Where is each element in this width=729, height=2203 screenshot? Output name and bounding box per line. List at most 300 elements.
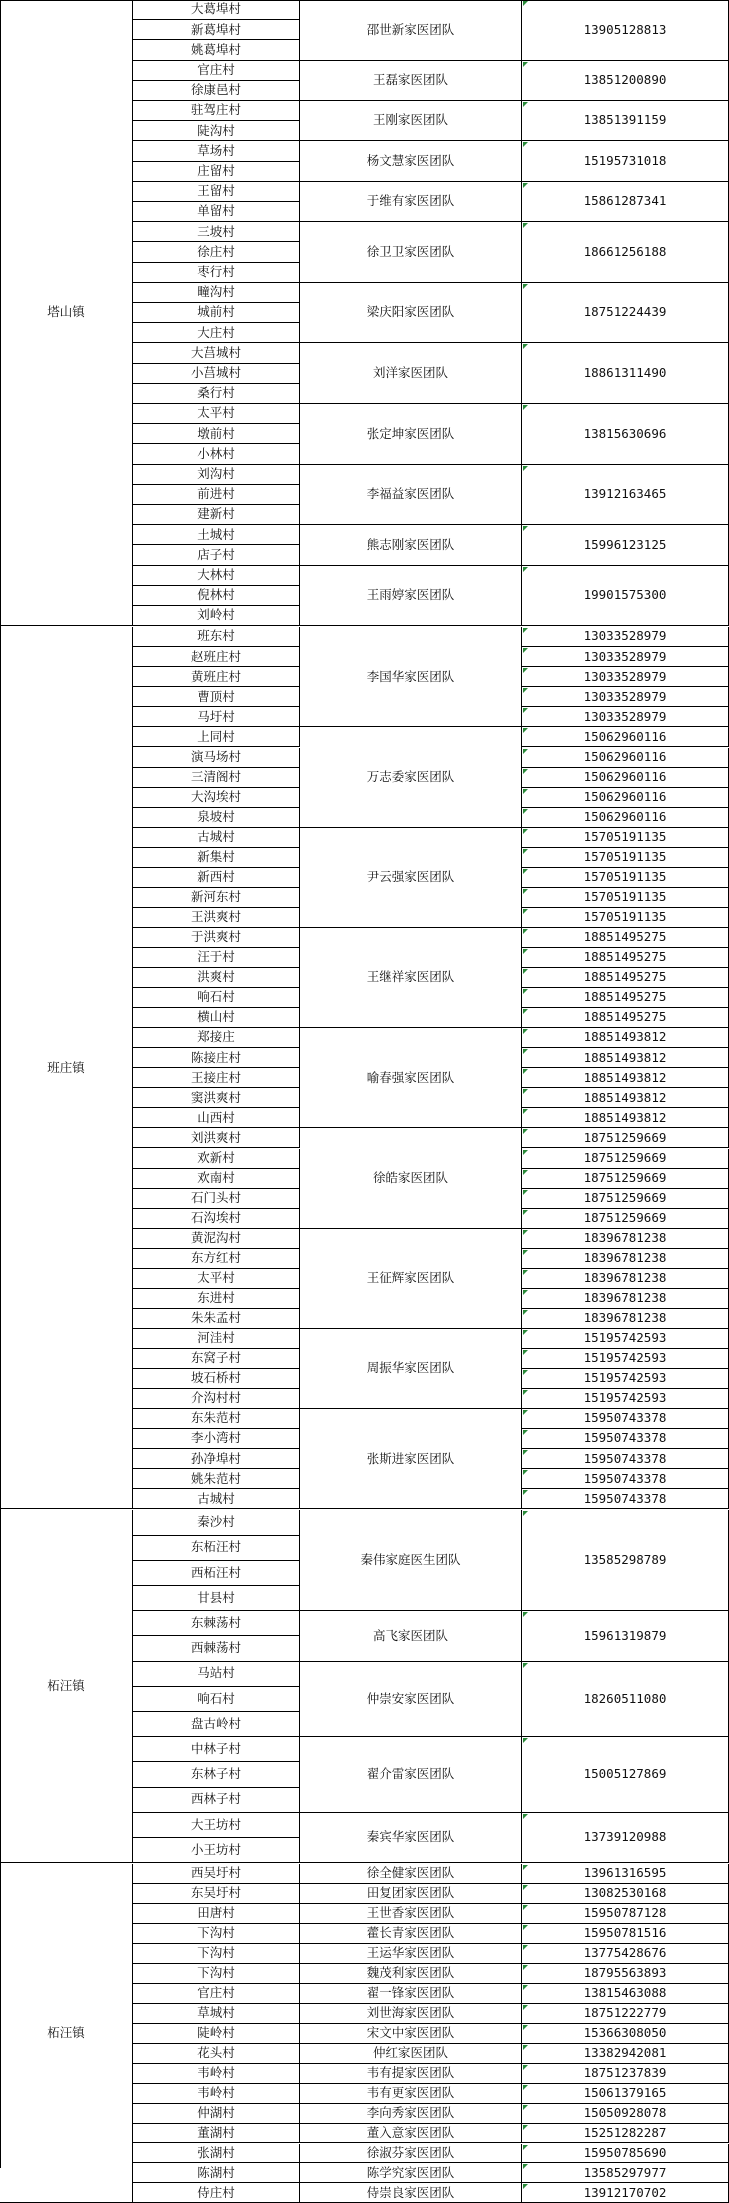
cell-note-marker	[523, 2145, 528, 2150]
phone-cell: 15705191135	[522, 908, 729, 928]
cell-note-marker	[523, 708, 528, 713]
village-cell: 新葛埠村	[133, 20, 300, 40]
town-cell: 班庄镇	[0, 627, 133, 1509]
cell-note-marker	[523, 1029, 528, 1034]
village-cell: 西林子村	[133, 1788, 300, 1813]
team-cell: 徐卫卫家医团队	[300, 222, 522, 283]
cell-note-marker	[523, 1738, 528, 1743]
cell-note-marker	[523, 1150, 528, 1155]
village-cell: 东棘荡村	[133, 1611, 300, 1636]
cell-note-marker	[523, 1069, 528, 1074]
phone-cell: 13033528979	[522, 707, 729, 727]
team-cell: 万志委家医团队	[300, 727, 522, 827]
team-cell: 王征辉家医团队	[300, 1229, 522, 1329]
cell-note-marker	[523, 1965, 528, 1970]
phone-cell: 15062960116	[522, 808, 729, 828]
cell-note-marker	[523, 1885, 528, 1890]
phone-cell: 18861311490	[522, 343, 729, 404]
village-cell: 三清阁村	[133, 768, 300, 788]
village-cell: 枣行村	[133, 263, 300, 283]
phone-cell: 18396781238	[522, 1309, 729, 1329]
village-cell: 姚葛埠村	[133, 40, 300, 60]
phone-cell: 18851493812	[522, 1108, 729, 1128]
cell-note-marker	[523, 405, 528, 410]
phone-cell: 18751259669	[522, 1189, 729, 1209]
cell-note-marker	[523, 2184, 528, 2189]
phone-cell: 18661256188	[522, 222, 729, 283]
village-cell: 横山村	[133, 1008, 300, 1028]
cell-note-marker	[523, 769, 528, 774]
village-cell: 三坡村	[133, 222, 300, 242]
village-cell: 前进村	[133, 485, 300, 505]
phone-cell: 13033528979	[522, 687, 729, 707]
phone-cell: 15705191135	[522, 868, 729, 888]
phone-cell: 13815630696	[522, 404, 729, 465]
village-cell: 石沟埃村	[133, 1209, 300, 1229]
village-cell: 河洼村	[133, 1329, 300, 1349]
team-cell: 田复团家医团队	[300, 1884, 522, 1904]
phone-cell: 18751259669	[522, 1128, 729, 1148]
team-cell: 仲崇安家医团队	[300, 1662, 522, 1738]
team-cell: 徐皓家医团队	[300, 1128, 522, 1228]
village-cell: 桑行村	[133, 384, 300, 404]
phone-cell: 19901575300	[522, 566, 729, 627]
cell-note-marker	[523, 728, 528, 733]
village-cell: 东朱范村	[133, 1409, 300, 1429]
team-cell: 王雨婷家医团队	[300, 566, 522, 627]
phone-cell: 18851493812	[522, 1068, 729, 1088]
cell-note-marker	[523, 1663, 528, 1668]
village-cell: 韦岭村	[133, 2064, 300, 2084]
village-cell: 东吴圩村	[133, 1884, 300, 1904]
cell-note-marker	[523, 789, 528, 794]
village-cell: 朱朱孟村	[133, 1309, 300, 1329]
team-cell: 秦伟家庭医生团队	[300, 1510, 522, 1611]
village-cell: 新河东村	[133, 888, 300, 908]
phone-cell: 13912170702	[522, 2183, 729, 2203]
village-cell: 大王坊村	[133, 1813, 300, 1838]
village-cell: 古城村	[133, 828, 300, 848]
cell-note-marker	[523, 223, 528, 228]
village-cell: 山西村	[133, 1108, 300, 1128]
village-cell: 城前村	[133, 303, 300, 323]
cell-note-marker	[523, 1290, 528, 1295]
village-cell: 西柘汪村	[133, 1561, 300, 1586]
phone-cell: 18851495275	[522, 988, 729, 1008]
village-cell: 刘岭村	[133, 606, 300, 626]
phone-cell: 13815463088	[522, 1984, 729, 2004]
village-cell: 大莒城村	[133, 343, 300, 363]
village-cell: 上同村	[133, 727, 300, 747]
cell-note-marker	[523, 2065, 528, 2070]
cell-note-marker	[523, 909, 528, 914]
phone-cell: 15996123125	[522, 525, 729, 565]
team-cell: 王磊家医团队	[300, 61, 522, 101]
cell-note-marker	[523, 344, 528, 349]
village-cell: 欢新村	[133, 1149, 300, 1169]
team-cell: 徐淑芬家医团队	[300, 2144, 522, 2164]
team-cell: 翟介雷家医团队	[300, 1737, 522, 1813]
village-cell: 下沟村	[133, 1924, 300, 1944]
village-cell: 曹顶村	[133, 687, 300, 707]
village-cell: 响石村	[133, 988, 300, 1008]
village-cell: 盘古岭村	[133, 1712, 300, 1737]
phone-cell: 13033528979	[522, 647, 729, 667]
cell-note-marker	[523, 1210, 528, 1215]
village-cell: 窦洪爽村	[133, 1088, 300, 1108]
cell-note-marker	[523, 2025, 528, 2030]
village-cell: 疃沟村	[133, 283, 300, 303]
team-cell: 杨文慧家医团队	[300, 141, 522, 181]
village-cell: 王留村	[133, 182, 300, 202]
village-cell: 东进村	[133, 1289, 300, 1309]
village-cell: 汪于村	[133, 948, 300, 968]
phone-cell: 18851493812	[522, 1088, 729, 1108]
cell-note-marker	[523, 2105, 528, 2110]
team-cell: 王世香家医团队	[300, 1904, 522, 1924]
village-cell: 官庄村	[133, 61, 300, 81]
cell-note-marker	[523, 284, 528, 289]
village-cell: 徐康邑村	[133, 81, 300, 101]
village-cell: 田唐村	[133, 1904, 300, 1924]
phone-cell: 13739120988	[522, 1813, 729, 1863]
cell-note-marker	[523, 989, 528, 994]
cell-note-marker	[523, 869, 528, 874]
cell-note-marker	[523, 648, 528, 653]
cell-note-marker	[523, 1129, 528, 1134]
phone-cell: 15195742593	[522, 1389, 729, 1409]
team-cell: 于维有家医团队	[300, 182, 522, 222]
team-cell: 李福益家医团队	[300, 465, 522, 526]
village-cell: 中林子村	[133, 1737, 300, 1762]
cell-note-marker	[523, 142, 528, 147]
phone-cell: 13382942081	[522, 2044, 729, 2064]
village-cell: 陡沟村	[133, 121, 300, 141]
team-cell: 熊志刚家医团队	[300, 525, 522, 565]
cell-note-marker	[523, 688, 528, 693]
phone-cell: 13905128813	[522, 0, 729, 61]
team-cell: 李向秀家医团队	[300, 2104, 522, 2124]
team-cell: 王刚家医团队	[300, 101, 522, 141]
village-cell: 大沟埃村	[133, 788, 300, 808]
phone-cell: 15195742593	[522, 1329, 729, 1349]
village-cell: 太平村	[133, 1269, 300, 1289]
village-cell: 小王坊村	[133, 1838, 300, 1863]
village-cell: 马站村	[133, 1662, 300, 1687]
cell-note-marker	[523, 466, 528, 471]
village-cell: 小莒城村	[133, 364, 300, 384]
village-cell: 韦岭村	[133, 2084, 300, 2104]
village-cell: 于洪爽村	[133, 928, 300, 948]
cell-note-marker	[523, 1, 528, 6]
cell-note-marker	[523, 2005, 528, 2010]
phone-cell: 15705191135	[522, 848, 729, 868]
phone-cell: 18396781238	[522, 1269, 729, 1289]
village-cell: 欢南村	[133, 1169, 300, 1189]
village-cell: 草场村	[133, 141, 300, 161]
village-cell: 花头村	[133, 2044, 300, 2064]
team-cell: 陈学究家医团队	[300, 2163, 522, 2183]
village-cell: 墩前村	[133, 424, 300, 444]
team-cell: 李国华家医团队	[300, 627, 522, 727]
team-cell: 韦有提家医团队	[300, 2064, 522, 2084]
phone-cell: 18851495275	[522, 968, 729, 988]
team-cell: 王运华家医团队	[300, 1944, 522, 1964]
cell-note-marker	[523, 102, 528, 107]
phone-cell: 18751259669	[522, 1169, 729, 1189]
phone-cell: 15050928078	[522, 2104, 729, 2124]
village-cell: 徐庄村	[133, 242, 300, 262]
phone-cell: 13851391159	[522, 101, 729, 141]
village-cell: 李小湾村	[133, 1429, 300, 1449]
town-cell: 塔山镇	[0, 0, 133, 626]
cell-note-marker	[523, 1470, 528, 1475]
team-cell: 仲红家医团队	[300, 2044, 522, 2064]
team-cell: 宋文中家医团队	[300, 2024, 522, 2044]
cell-note-marker	[523, 1612, 528, 1617]
phone-cell: 13033528979	[522, 627, 729, 647]
team-cell: 藿长青家医团队	[300, 1924, 522, 1944]
village-cell: 小林村	[133, 444, 300, 464]
cell-note-marker	[523, 2164, 528, 2169]
team-cell: 张定坤家医团队	[300, 404, 522, 465]
cell-note-marker	[523, 1049, 528, 1054]
cell-note-marker	[523, 889, 528, 894]
cell-note-marker	[523, 1270, 528, 1275]
cell-note-marker	[523, 749, 528, 754]
phone-cell: 18851495275	[522, 948, 729, 968]
team-cell: 邵世新家医团队	[300, 0, 522, 61]
phone-cell: 18396781238	[522, 1289, 729, 1309]
phone-cell: 13775428676	[522, 1944, 729, 1964]
village-cell: 大庄村	[133, 323, 300, 343]
village-cell: 侍庄村	[133, 2183, 300, 2203]
cell-note-marker	[523, 567, 528, 572]
village-cell: 太平村	[133, 404, 300, 424]
phone-cell: 18260511080	[522, 1662, 729, 1738]
cell-note-marker	[523, 628, 528, 633]
village-cell: 石门头村	[133, 1189, 300, 1209]
team-cell: 徐全健家医团队	[300, 1864, 522, 1884]
cell-note-marker	[523, 1230, 528, 1235]
phone-cell: 15061379165	[522, 2084, 729, 2104]
village-cell: 驻驾庄村	[133, 101, 300, 121]
phone-cell: 18751222779	[522, 2004, 729, 2024]
village-cell: 西吴圩村	[133, 1864, 300, 1884]
village-cell: 秦沙村	[133, 1510, 300, 1535]
village-cell: 演马场村	[133, 748, 300, 768]
phone-cell: 15062960116	[522, 748, 729, 768]
phone-cell: 18851493812	[522, 1028, 729, 1048]
cell-note-marker	[523, 1109, 528, 1114]
team-cell: 喻春强家医团队	[300, 1028, 522, 1128]
village-cell: 下沟村	[133, 1944, 300, 1964]
cell-note-marker	[523, 1865, 528, 1870]
phone-cell: 15950781516	[522, 1924, 729, 1944]
phone-cell: 18751259669	[522, 1209, 729, 1229]
village-cell: 店子村	[133, 545, 300, 565]
phone-cell: 15950743378	[522, 1449, 729, 1469]
phone-cell: 13585297977	[522, 2163, 729, 2183]
village-cell: 大葛埠村	[133, 0, 300, 20]
village-cell: 官庄村	[133, 1984, 300, 2004]
phone-cell: 18751237839	[522, 2064, 729, 2084]
village-cell: 洪爽村	[133, 968, 300, 988]
phone-cell: 15195742593	[522, 1369, 729, 1389]
cell-note-marker	[523, 2085, 528, 2090]
village-cell: 西棘荡村	[133, 1636, 300, 1661]
village-cell: 介沟村村	[133, 1389, 300, 1409]
village-cell: 泉坡村	[133, 808, 300, 828]
village-cell: 单留村	[133, 202, 300, 222]
phone-cell: 15950743378	[522, 1429, 729, 1449]
village-cell: 大林村	[133, 566, 300, 586]
team-cell: 侍崇良家医团队	[300, 2183, 522, 2203]
phone-cell: 13585298789	[522, 1510, 729, 1611]
cell-note-marker	[523, 1250, 528, 1255]
phone-cell: 15195742593	[522, 1349, 729, 1369]
cell-note-marker	[523, 1310, 528, 1315]
village-cell: 黄班庄村	[133, 667, 300, 687]
village-cell: 下沟村	[133, 1964, 300, 1984]
phone-cell: 15251282287	[522, 2124, 729, 2144]
village-cell: 黄泥沟村	[133, 1229, 300, 1249]
phone-cell: 18851495275	[522, 928, 729, 948]
cell-note-marker	[523, 1410, 528, 1415]
phone-cell: 18851495275	[522, 1008, 729, 1028]
team-cell: 王继祥家医团队	[300, 928, 522, 1028]
cell-note-marker	[523, 1945, 528, 1950]
village-cell: 仲湖村	[133, 2104, 300, 2124]
cell-note-marker	[523, 1430, 528, 1435]
cell-note-marker	[523, 668, 528, 673]
team-cell: 刘世海家医团队	[300, 2004, 522, 2024]
phone-cell: 13961316595	[522, 1864, 729, 1884]
phone-cell: 18751259669	[522, 1149, 729, 1169]
village-cell: 张湖村	[133, 2144, 300, 2164]
team-cell: 韦有更家医团队	[300, 2084, 522, 2104]
team-cell: 高飞家医团队	[300, 1611, 522, 1661]
village-cell: 王洪爽村	[133, 908, 300, 928]
cell-note-marker	[523, 1009, 528, 1014]
village-cell: 班东村	[133, 627, 300, 647]
village-cell: 陈湖村	[133, 2163, 300, 2183]
cell-note-marker	[523, 929, 528, 934]
cell-note-marker	[523, 1170, 528, 1175]
phone-cell: 15861287341	[522, 182, 729, 222]
cell-note-marker	[523, 2045, 528, 2050]
cell-note-marker	[523, 526, 528, 531]
cell-note-marker	[523, 2125, 528, 2130]
phone-cell: 15195731018	[522, 141, 729, 181]
village-cell: 东柘汪村	[133, 1536, 300, 1561]
village-cell: 陡岭村	[133, 2024, 300, 2044]
cell-note-marker	[523, 849, 528, 854]
village-cell: 东林子村	[133, 1762, 300, 1787]
village-cell: 草城村	[133, 2004, 300, 2024]
village-cell: 建新村	[133, 505, 300, 525]
cell-note-marker	[523, 829, 528, 834]
village-cell: 甘县村	[133, 1586, 300, 1611]
team-cell: 翟一锋家医团队	[300, 1984, 522, 2004]
phone-cell: 13851200890	[522, 61, 729, 101]
cell-note-marker	[523, 949, 528, 954]
cell-note-marker	[523, 1925, 528, 1930]
cell-note-marker	[523, 1370, 528, 1375]
phone-cell: 15950787128	[522, 1904, 729, 1924]
village-cell: 姚朱范村	[133, 1469, 300, 1489]
village-cell: 东方红村	[133, 1249, 300, 1269]
town-cell: 柘汪镇	[0, 1510, 133, 1863]
team-cell: 刘洋家医团队	[300, 343, 522, 404]
phone-cell: 15950743378	[522, 1409, 729, 1429]
phone-cell: 15705191135	[522, 888, 729, 908]
cell-note-marker	[523, 809, 528, 814]
cell-note-marker	[523, 1089, 528, 1094]
cell-note-marker	[523, 1985, 528, 1990]
team-cell: 魏茂利家医团队	[300, 1964, 522, 1984]
cell-note-marker	[523, 1511, 528, 1516]
phone-cell: 15950785690	[522, 2144, 729, 2164]
phone-cell: 18751224439	[522, 283, 729, 344]
village-cell: 庄留村	[133, 162, 300, 182]
phone-cell: 15950743378	[522, 1489, 729, 1509]
phone-cell: 18396781238	[522, 1249, 729, 1269]
village-cell: 坡石桥村	[133, 1369, 300, 1389]
team-cell: 周振华家医团队	[300, 1329, 522, 1409]
phone-cell: 15961319879	[522, 1611, 729, 1661]
phone-cell: 15705191135	[522, 828, 729, 848]
village-cell: 王接庄村	[133, 1068, 300, 1088]
cell-note-marker	[523, 1450, 528, 1455]
phone-cell: 15062960116	[522, 788, 729, 808]
team-cell: 董入意家医团队	[300, 2124, 522, 2144]
team-cell: 尹云强家医团队	[300, 828, 522, 928]
village-cell: 郑接庄	[133, 1028, 300, 1048]
team-cell: 秦宾华家医团队	[300, 1813, 522, 1863]
cell-note-marker	[523, 1190, 528, 1195]
village-cell: 董湖村	[133, 2124, 300, 2144]
village-cell: 孙净埠村	[133, 1449, 300, 1469]
cell-note-marker	[523, 1814, 528, 1819]
phone-cell: 15366308050	[522, 2024, 729, 2044]
village-cell: 新集村	[133, 848, 300, 868]
village-cell: 赵班庄村	[133, 647, 300, 667]
phone-cell: 15062960116	[522, 768, 729, 788]
cell-note-marker	[523, 1905, 528, 1910]
village-cell: 响石村	[133, 1687, 300, 1712]
village-cell: 陈接庄村	[133, 1048, 300, 1068]
cell-note-marker	[523, 1350, 528, 1355]
village-cell: 刘洪爽村	[133, 1128, 300, 1148]
village-cell: 新西村	[133, 868, 300, 888]
phone-cell: 13082530168	[522, 1884, 729, 1904]
cell-note-marker	[523, 183, 528, 188]
cell-note-marker	[523, 62, 528, 67]
team-cell: 梁庆阳家医团队	[300, 283, 522, 344]
phone-cell: 13912163465	[522, 465, 729, 526]
phone-cell: 18396781238	[522, 1229, 729, 1249]
phone-cell: 18795563893	[522, 1964, 729, 1984]
phone-cell: 13033528979	[522, 667, 729, 687]
team-cell: 张斯进家医团队	[300, 1409, 522, 1509]
town-cell: 柘汪镇	[0, 1864, 133, 2203]
cell-note-marker	[523, 969, 528, 974]
phone-cell: 15950743378	[522, 1469, 729, 1489]
phone-cell: 15062960116	[522, 727, 729, 747]
cell-note-marker	[523, 1490, 528, 1495]
phone-cell: 18851493812	[522, 1048, 729, 1068]
